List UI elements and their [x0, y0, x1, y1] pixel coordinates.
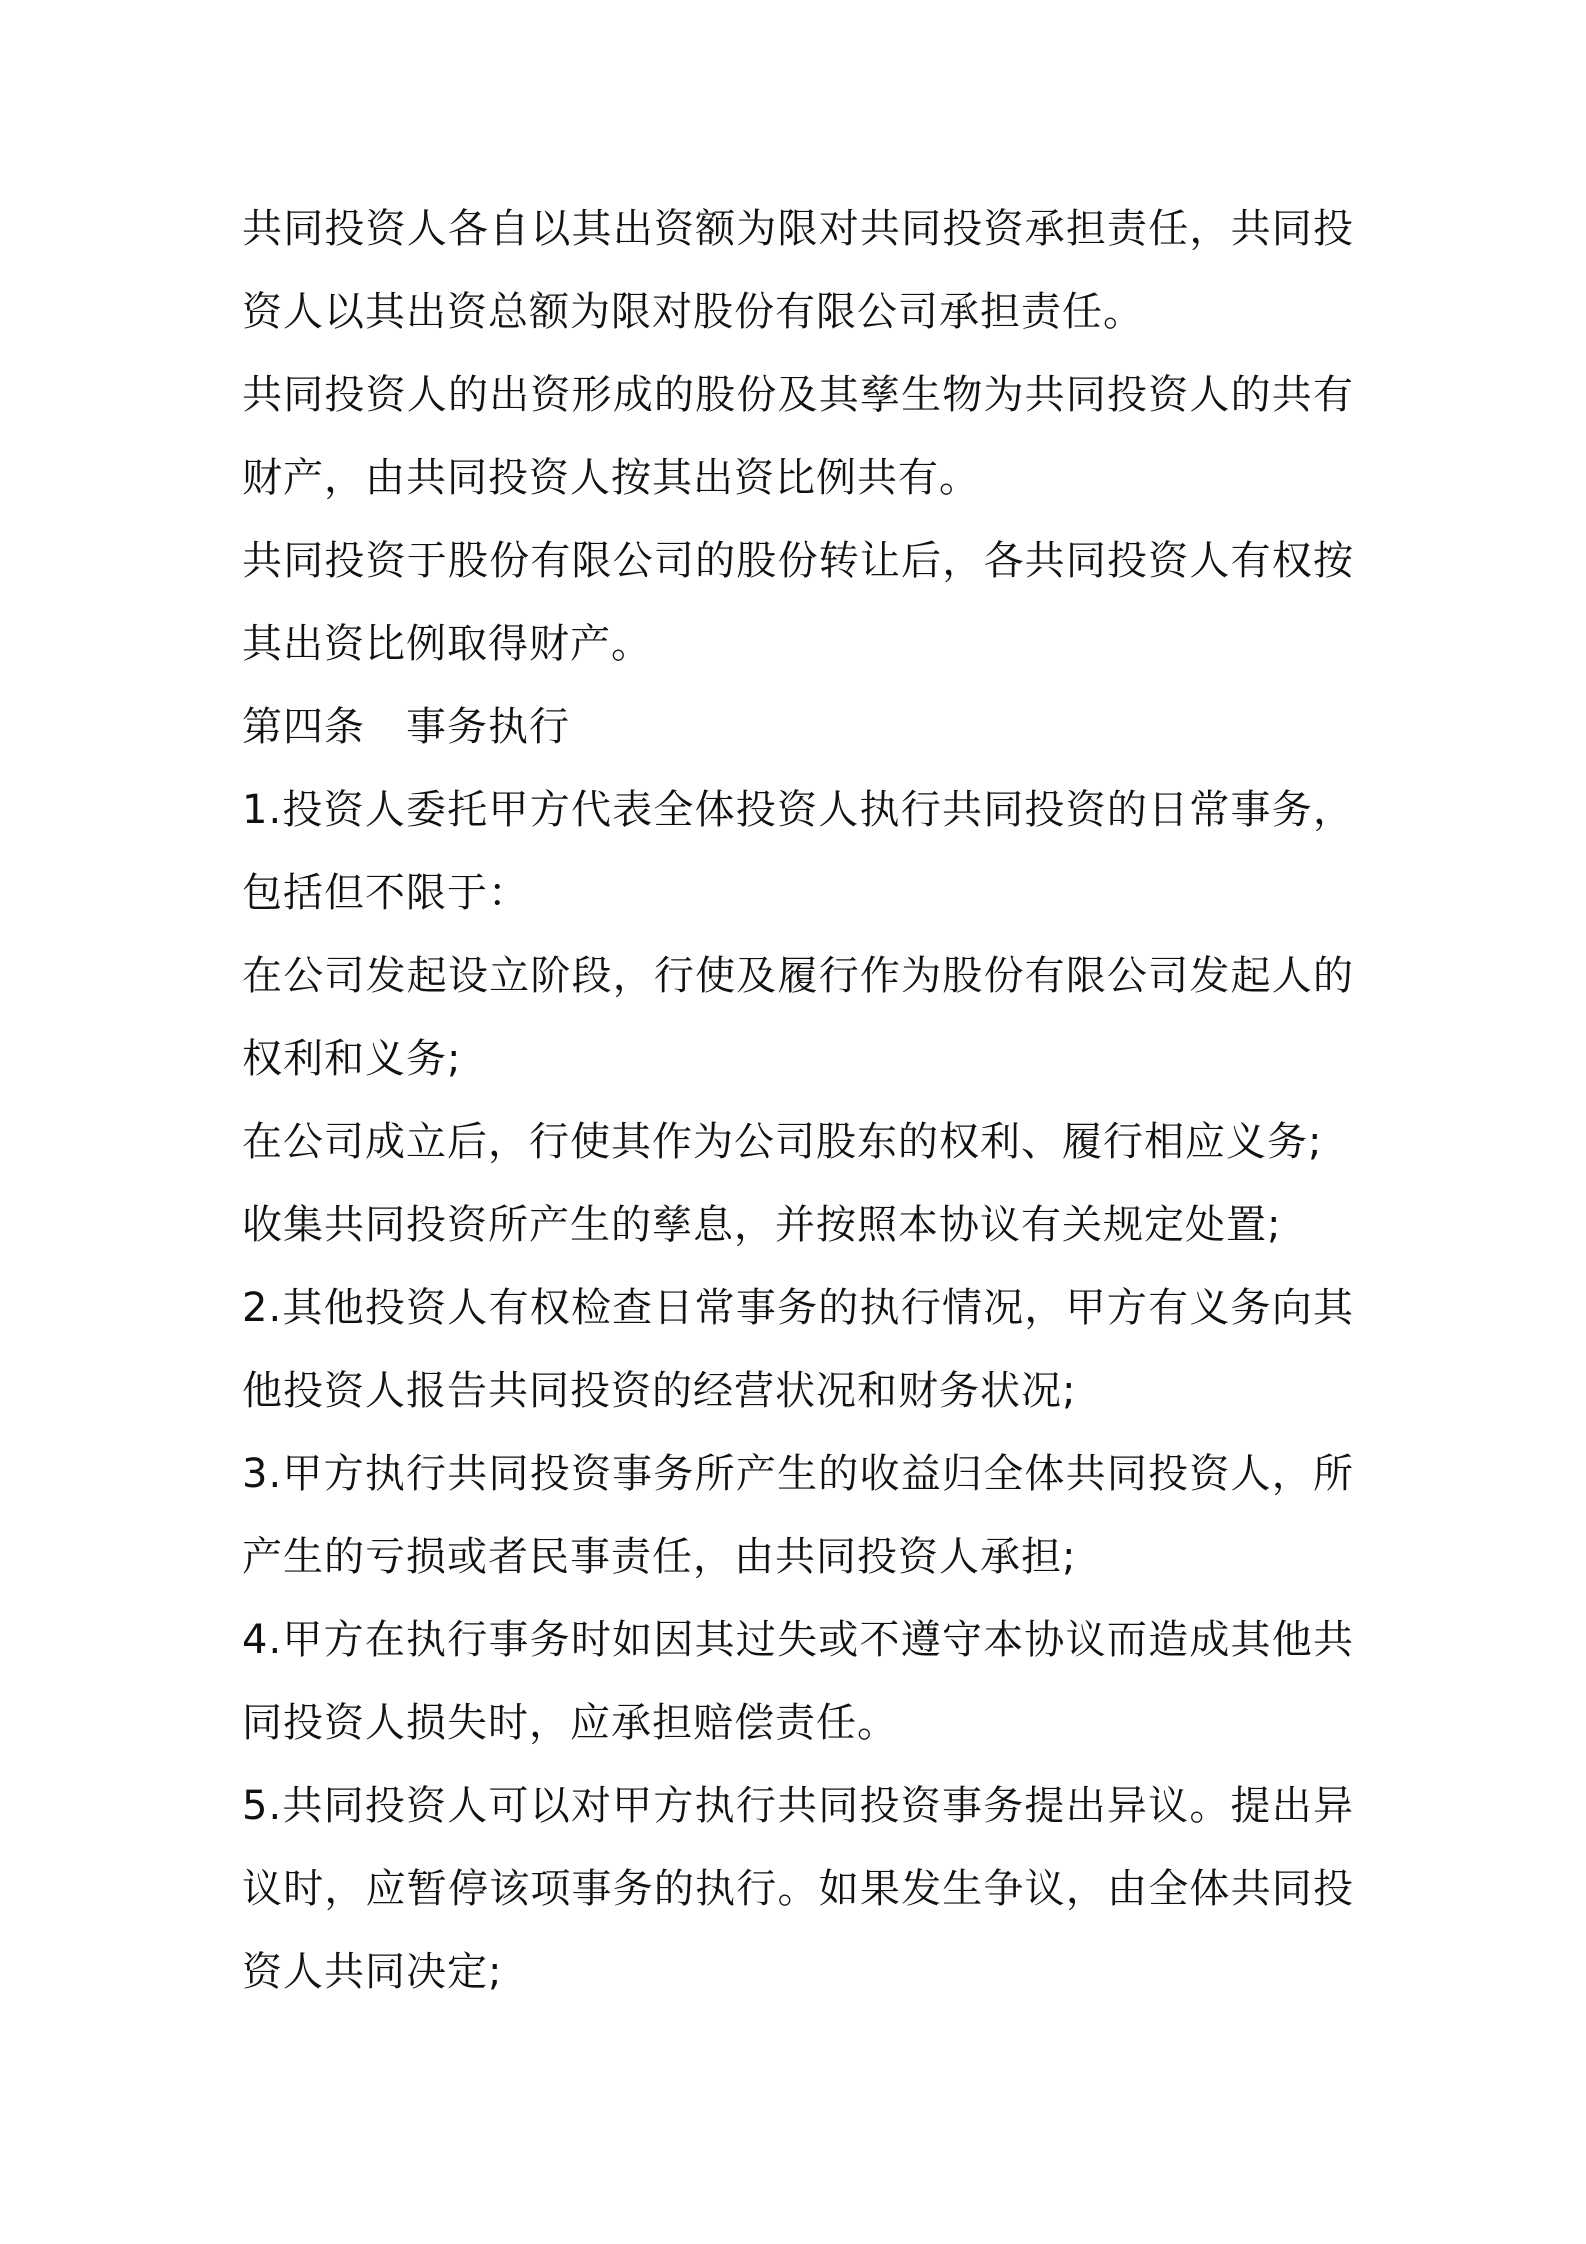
article-heading: 第四条 事务执行 [242, 704, 570, 750]
paragraph-clause-1: 1.投资人委托甲方代表全体投资人执行共同投资的日常事务，包括但不限于： [242, 787, 1354, 916]
paragraph-clause-4: 4.甲方在执行事务时如因其过失或不遵守本协议而造成其他共同投资人损失时，应承担赔偿责任。 [242, 1617, 1354, 1746]
paragraph-liability: 共同投资人各自以其出资额为限对共同投资承担责任，共同投资人以其出资总额为限对股份有限公司承担责任。 [242, 206, 1354, 335]
paragraph-sub-item-2: 在公司成立后，行使其作为公司股东的权利、履行相应义务; [242, 1119, 1323, 1165]
paragraph-sub-item-3: 收集共同投资所产生的孳息，并按照本协议有关规定处置; [242, 1202, 1282, 1248]
paragraph-clause-2: 2.其他投资人有权检查日常事务的执行情况，甲方有义务向其他投资人报告共同投资的经营状况和财务状况; [242, 1285, 1354, 1414]
paragraph-sub-item-1: 在公司发起设立阶段，行使及履行作为股份有限公司发起人的权利和义务; [242, 953, 1354, 1082]
paragraph-share-transfer: 共同投资于股份有限公司的股份转让后，各共同投资人有权按其出资比例取得财产。 [242, 538, 1354, 667]
paragraph-clause-5: 5.共同投资人可以对甲方执行共同投资事务提出异议。提出异议时，应暂停该项事务的执行。如果发生争议，由全体共同投资人共同决定; [242, 1783, 1354, 1995]
paragraph-shared-property: 共同投资人的出资形成的股份及其孳生物为共同投资人的共有财产，由共同投资人按其出资比例共有。 [242, 372, 1354, 501]
document-body [242, 188, 1354, 2014]
paragraph-clause-3: 3.甲方执行共同投资事务所产生的收益归全体共同投资人，所产生的亏损或者民事责任，由共同投资人承担; [242, 1451, 1354, 1580]
